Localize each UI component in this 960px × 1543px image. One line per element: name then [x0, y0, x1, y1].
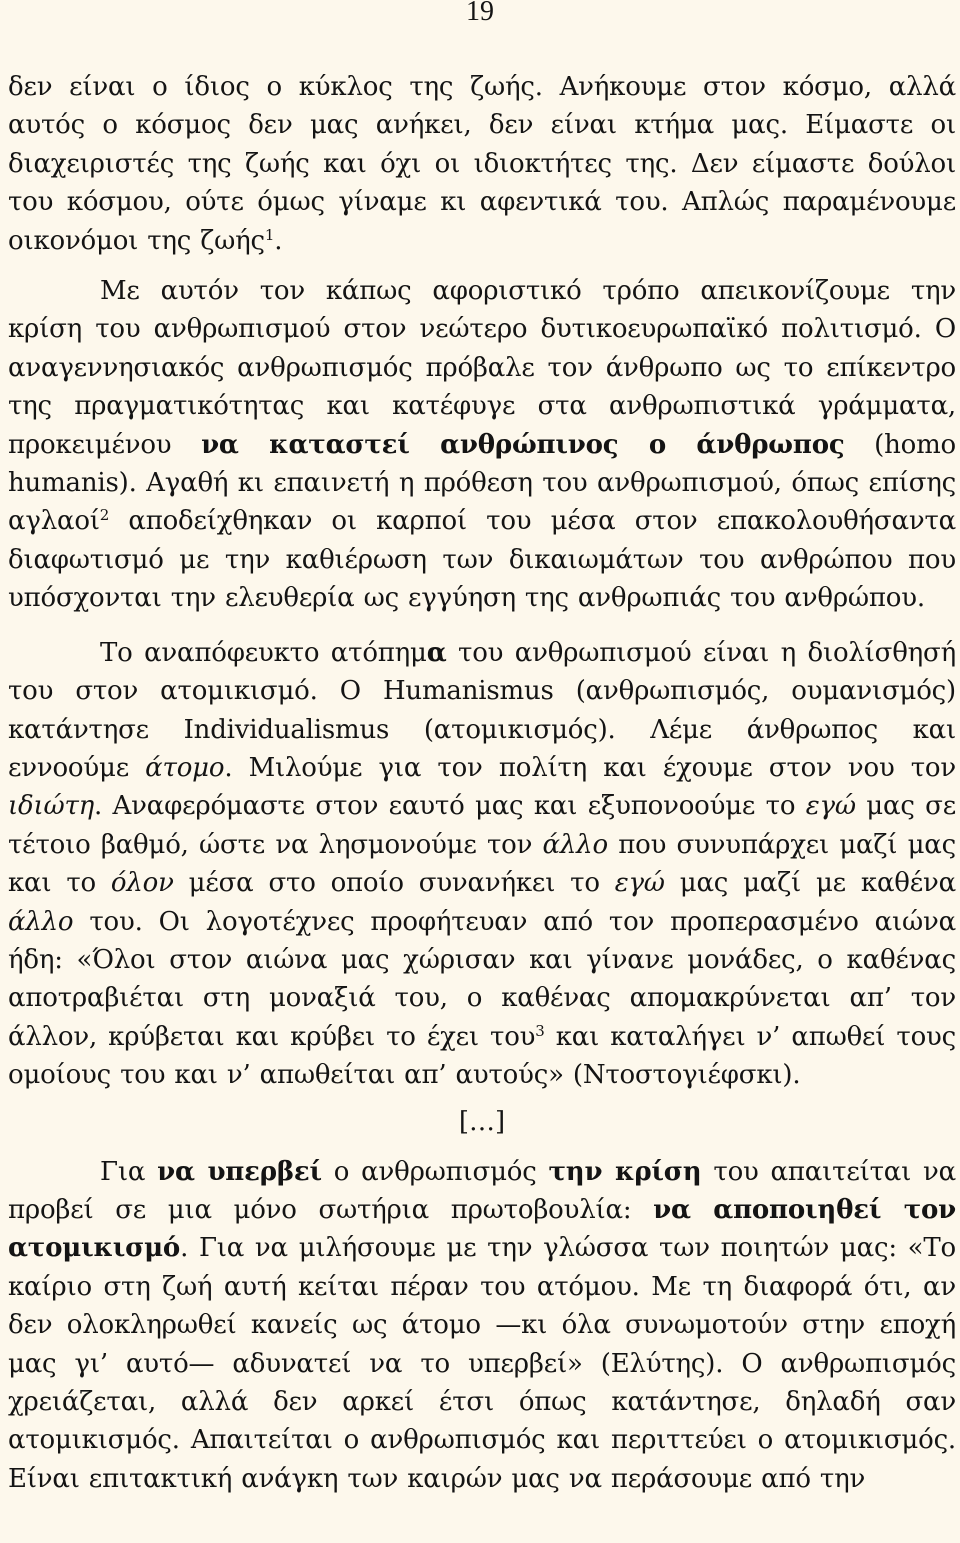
page-number: 19	[466, 0, 494, 27]
italic-text: άτομο	[145, 752, 225, 783]
omission-marker: […]	[458, 1106, 506, 1137]
text-run: του απαιτείται να προβεί σε μια μόνο σωτήρια πρωτοβουλία:	[8, 1156, 957, 1225]
text-run: μέσα στο οποίο συνανήκει το	[173, 868, 615, 899]
bold-text: την κρίση	[548, 1156, 702, 1187]
footnote-ref-2[interactable]: 2	[99, 506, 110, 525]
text-run: . Για να μιλήσουμε με την γλώσσα των ποιητών μας: «Το καίριο στη ζωή αυτή κείται πέραν του ατόμου. Με τη διαφορά ότι, αν δεν ολοκληρωθεί κανείς ως άτομο —κι όλα συνωμοτούν στην εποχή μας γι’ αυτό— αδυνατεί να το υπερβεί» (Ελύτης). Ο ανθρωπισμός χρειάζεται, αλλά δεν αρκεί έτσι όπως κατάντησε, δηλαδή σαν ατομικισμός. Απαιτείται ο ανθρωπισμός και περιττεύει ο ατομικισμός. Είναι επιτακτική ανάγκη των καιρών μας να περάσουμε από την	[8, 1233, 956, 1494]
text-run: μας μαζί με καθένα	[664, 868, 956, 899]
footnote-ref-3[interactable]: 3	[535, 1021, 545, 1040]
bold-text: να καταστεί ανθρώπινος ο άνθρωπος	[201, 429, 845, 460]
text-run: που συνυπάρχει μαζί μας και το	[8, 829, 957, 899]
text-run: του ανθρωπισμού είναι η διολίσθησή του στον ατομικισμό. Ο Humanismus (ανθρωπισμός, ουμανισμός) κατάντησε Individualismus (ατομικισμός). Λέμε άνθρωπος και εννοούμε	[8, 637, 956, 783]
text-run: αποδείχθηκαν οι καρποί του μέσα στον επακολουθήσαντα διαφωτισμό με την καθιέρωση των δικαιωμάτων του ανθρώπου που υπόσχονται την ελευθερία ως εγγύηση της ανθρωπιάς του ανθρώπου.	[8, 506, 956, 614]
italic-text: εγώ	[805, 791, 856, 822]
bold-text: να αποποιηθεί τον ατομικισμό	[8, 1194, 956, 1264]
paragraph-4	[8, 1153, 956, 1499]
text-run: (homo humanis). Αγαθή κι επαινετή η πρόθεση του ανθρωπισμού, όπως επίσης αγλαοί	[8, 429, 956, 537]
bold-text: να υπερβεί	[157, 1156, 322, 1187]
text-run: του. Οι λογοτέχνες προφήτευαν από τον προπερασμένο αιώνα ήδη: «Όλοι στον αιώνα μας χώρισαν και γίνανε μονάδες, ο καθένας αποτραβιέται στη μοναξιά του, ο καθένας απομακρύνεται απ’ τον άλλον, κρύβεται και κρύβει το έχει του	[8, 906, 956, 1052]
text-run: μας σε τέτοιο βαθμό, ώστε να λησμονούμε τον	[8, 791, 956, 860]
paragraph-3	[8, 634, 956, 1095]
text-run: . Αναφερόμαστε στον εαυτό μας και εξυπονοούμε το	[94, 791, 806, 822]
text-run: Το αναπόφευκτο ατόπημ	[100, 637, 427, 668]
italic-text: ιδιώτη	[8, 791, 95, 822]
text-run: Για	[100, 1156, 158, 1187]
footnote-ref-1[interactable]: 1	[264, 225, 275, 244]
body-text	[8, 68, 956, 1498]
italic-text: εγώ	[614, 868, 665, 899]
text-run: και καταλήγει ν’ απωθεί τους ομοίους του και ν’ απωθείται απ’ αυτούς» (Ντοστογιέφσκι).	[8, 1021, 957, 1091]
text-run: δεν είναι ο ίδιος ο κύκλος της ζωής. Ανήκουμε στον κόσμο, αλλά αυτός ο κόσμος δεν μας ανήκει, δεν είναι κτήμα μας. Είμαστε οι διαχειριστές της ζωής και όχι οι ιδιοκτήτες της. Δεν είμαστε δούλοι του κόσμου, ούτε όμως γίναμε κι αφεντικά του. Απλώς παραμένουμε οικονόμοι της ζωής	[8, 72, 956, 256]
text-run: Με αυτόν τον κάπως αφοριστικό τρόπο απεικονίζουμε την κρίση του ανθρωπισμού στον νεώτερο δυτικοευρωπαϊκό πολιτισμό. Ο αναγεννησιακός ανθρωπισμός πρόβαλε τον άνθρωπο ως το επίκεντρο της πραγματικότητας και κατέφυγε στα ανθρωπιστικά γράμματα, προκειμένου	[8, 276, 956, 460]
paragraph-2	[8, 272, 956, 618]
bold-text: α	[426, 637, 447, 668]
paragraph-1	[8, 68, 956, 260]
text-run: . Μιλούμε για τον πολίτη και έχουμε στον νου τον	[224, 752, 956, 783]
text-run: .	[274, 225, 283, 256]
italic-text: άλλο	[542, 829, 608, 860]
italic-text: όλον	[110, 868, 174, 899]
italic-text: άλλο	[8, 906, 74, 937]
text-run: ο ανθρωπισμός	[321, 1156, 549, 1187]
